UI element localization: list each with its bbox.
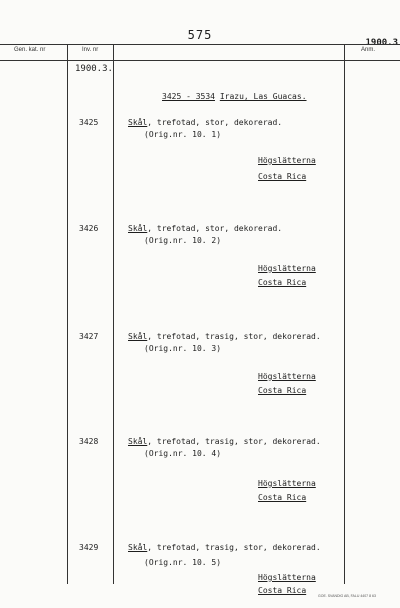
right-reference: 1900.3: [365, 38, 398, 48]
object-details: , trefotad, trasig, stor, dekorerad.: [147, 332, 321, 341]
region: Högslätterna: [258, 372, 316, 381]
original-number: (Orig.nr. 10. 5): [144, 558, 222, 567]
accession-number: 1900.3.: [75, 64, 113, 74]
original-number: (Orig.nr. 10. 3): [144, 344, 222, 353]
country: Costa Rica: [258, 386, 307, 395]
column-header-inv-nr: Inv. nr: [82, 47, 99, 53]
header-bottom-rule: [0, 60, 400, 61]
entry-description: [128, 543, 321, 552]
inventory-number: 3425: [79, 118, 99, 127]
catalog-entry: [0, 224, 400, 304]
object-details: , trefotad, stor, dekorerad.: [147, 118, 283, 127]
table-top-rule: [0, 44, 400, 45]
original-number: (Orig.nr. 10. 4): [144, 449, 222, 458]
entry-description: [128, 118, 282, 127]
inventory-number: 3429: [79, 543, 99, 552]
country: Costa Rica: [258, 172, 307, 181]
column-header-gen-kat-nr: Gen. kat. nr: [14, 47, 46, 53]
section-heading: [162, 92, 307, 101]
catalog-entry: [0, 118, 400, 198]
page-number: 575: [187, 28, 213, 42]
object-details: , trefotad, trasig, stor, dekorerad.: [147, 543, 321, 552]
inventory-number: 3427: [79, 332, 99, 341]
catalog-entry: [0, 437, 400, 517]
country: Costa Rica: [258, 586, 307, 595]
object-name: Skål: [128, 332, 148, 341]
inventory-number: 3428: [79, 437, 99, 446]
country: Costa Rica: [258, 278, 307, 287]
column-header-anm: Anm.: [361, 47, 376, 53]
region: Högslätterna: [258, 479, 316, 488]
object-name: Skål: [128, 118, 148, 127]
entry-description: [128, 437, 321, 446]
region: Högslätterna: [258, 264, 316, 273]
object-name: Skål: [128, 437, 148, 446]
catalog-entry: [0, 332, 400, 412]
object-details: , trefotad, trasig, stor, dekorerad.: [147, 437, 321, 446]
country: Costa Rica: [258, 493, 307, 502]
object-name: Skål: [128, 543, 148, 552]
inventory-number: 3426: [79, 224, 99, 233]
region: Högslätterna: [258, 573, 316, 582]
original-number: (Orig.nr. 10. 1): [144, 130, 222, 139]
region: Högslätterna: [258, 156, 316, 165]
original-number: (Orig.nr. 10. 2): [144, 236, 222, 245]
section-heading-location: Irazu, Las Guacas.: [219, 92, 307, 101]
object-details: , trefotad, stor, dekorerad.: [147, 224, 283, 233]
entry-description: [128, 224, 282, 233]
printer-imprint: GOE. SVANDIG AB, FALU 4407 8 63: [318, 594, 376, 598]
object-name: Skål: [128, 224, 148, 233]
entry-description: [128, 332, 321, 341]
section-heading-range: 3425 - 3534: [162, 92, 215, 101]
